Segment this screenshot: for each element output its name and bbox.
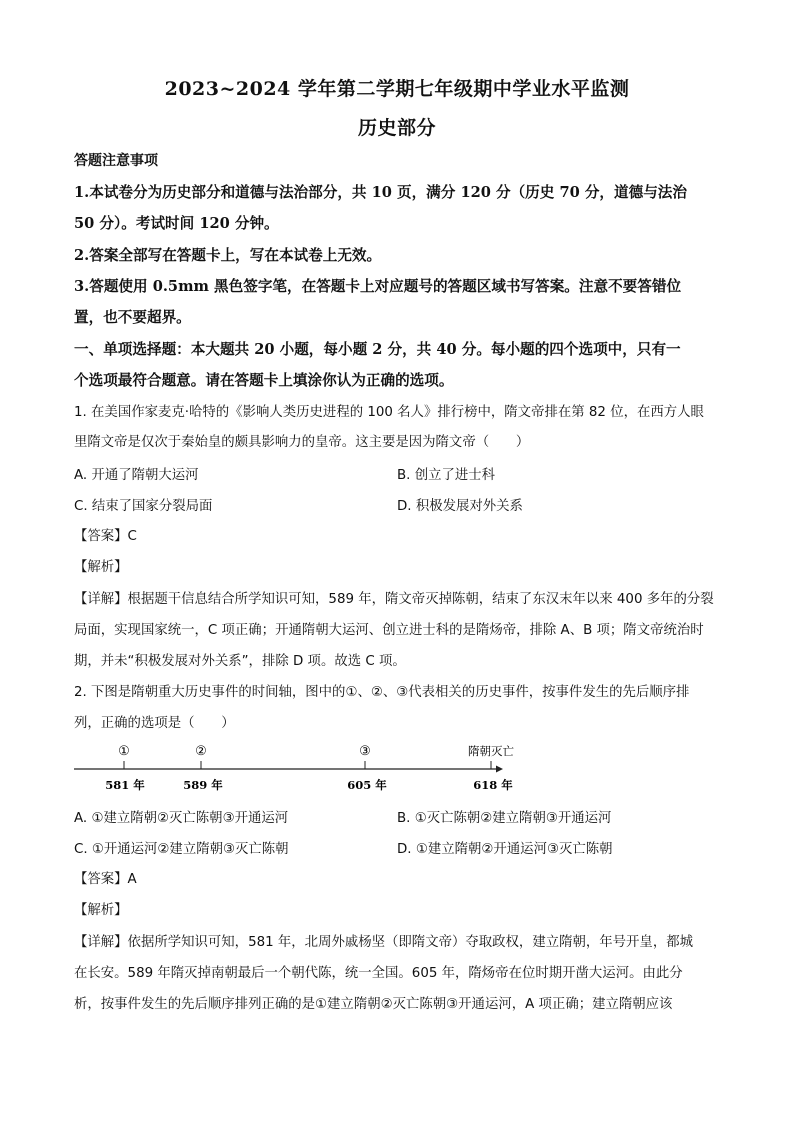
q1-option-a: A. 开通了隋朝大运河 <box>74 468 199 483</box>
timeline-marker-2: ② <box>195 744 207 759</box>
q2-analysis-label: 【解析】 <box>74 903 128 918</box>
notice-item-1-line-1: 1.本试卷分为历史部分和道德与法治部分，共 10 页，满分 120 分（历史 70 分，道德与法治 <box>74 184 687 201</box>
q2-answer: 【答案】A <box>74 872 137 887</box>
q2-option-d: D. ①建立隋朝②开通运河③灭亡陈朝 <box>397 842 613 857</box>
q1-detail-line-1: 【详解】根据题干信息结合所学知识可知，589 年，隋文帝灭掉陈朝，结束了东汉末年以来 400 多年的分裂 <box>74 592 714 607</box>
section-1-line-2: 个选项最符合题意。请在答题卡上填涂你认为正确的选项。 <box>74 372 454 389</box>
notice-item-3-line-2: 置，也不要超界。 <box>74 309 191 326</box>
q1-detail-line-2: 局面，实现国家统一，C 项正确；开通隋朝大运河、创立进士科的是隋炀帝，排除 A、B 项；隋文帝统治时 <box>74 623 704 638</box>
page-title: 2023~2024 学年第二学期七年级期中学业水平监测 <box>164 78 630 100</box>
q1-stem-line-2: 里隋文帝是仅次于秦始皇的颇具影响力的皇帝。这主要是因为隋文帝（ ） <box>74 435 530 450</box>
q1-stem-line-1: 1. 在美国作家麦克·哈特的《影响人类历史进程的 100 名人》排行榜中，隋文帝排在第 82 位，在西方人眼 <box>74 405 704 420</box>
q2-stem-line-2: 列，正确的选项是（ ） <box>74 716 235 731</box>
timeline-marker-3: ③ <box>359 744 371 759</box>
timeline-year-1: 581 年 <box>105 778 145 792</box>
q1-option-d: D. 积极发展对外关系 <box>397 499 523 514</box>
q2-detail-line-1: 【详解】依据所学知识可知，581 年，北周外戚杨坚（即隋文帝）夺取政权，建立隋朝，年号开皇，都城 <box>74 935 693 950</box>
q2-option-a: A. ①建立隋朝②灭亡陈朝③开通运河 <box>74 811 289 826</box>
q2-timeline <box>0 740 794 800</box>
notice-item-2: 2.答案全部写在答题卡上，写在本试卷上无效。 <box>74 247 382 264</box>
notice-item-1-line-2: 50 分）。考试时间 120 分钟。 <box>74 215 279 232</box>
q2-detail-line-2: 在长安。589 年隋灭掉南朝最后一个朝代陈，统一全国。605 年，隋炀帝在位时期开凿大运河。由此分 <box>74 966 683 981</box>
timeline-marker-end: 隋朝灭亡 <box>468 744 514 758</box>
timeline-year-2: 589 年 <box>183 778 223 792</box>
page-subtitle: 历史部分 <box>357 117 436 139</box>
q1-answer: 【答案】C <box>74 529 137 544</box>
q2-detail-line-3: 析，按事件发生的先后顺序排列正确的是①建立隋朝②灭亡陈朝③开通运河，A 项正确；建立隋朝应该 <box>74 997 673 1012</box>
notice-item-3-line-1: 3.答题使用 0.5mm 黑色签字笔，在答题卡上对应题号的答题区域书写答案。注意不要答错位 <box>74 278 682 295</box>
q1-option-c: C. 结束了国家分裂局面 <box>74 499 213 514</box>
notice-heading: 答题注意事项 <box>74 153 158 169</box>
q1-option-b: B. 创立了进士科 <box>397 468 496 483</box>
q2-option-c: C. ①开通运河②建立隋朝③灭亡陈朝 <box>74 842 289 857</box>
q1-detail-line-3: 期，并未“积极发展对外关系”，排除 D 项。故选 C 项。 <box>74 654 406 669</box>
q2-stem-line-1: 2. 下图是隋朝重大历史事件的时间轴，图中的①、②、③代表相关的历史事件，按事件发生的先后顺序排 <box>74 685 690 700</box>
timeline-year-4: 618 年 <box>473 778 513 792</box>
q2-option-b: B. ①灭亡陈朝②建立隋朝③开通运河 <box>397 811 612 826</box>
section-1-line-1: 一、单项选择题：本大题共 20 小题，每小题 2 分，共 40 分。每小题的四个选项中，只有一 <box>74 341 681 358</box>
timeline-year-3: 605 年 <box>347 778 387 792</box>
timeline-arrowhead <box>496 766 503 773</box>
q1-analysis-label: 【解析】 <box>74 560 128 575</box>
timeline-marker-1: ① <box>118 744 130 759</box>
